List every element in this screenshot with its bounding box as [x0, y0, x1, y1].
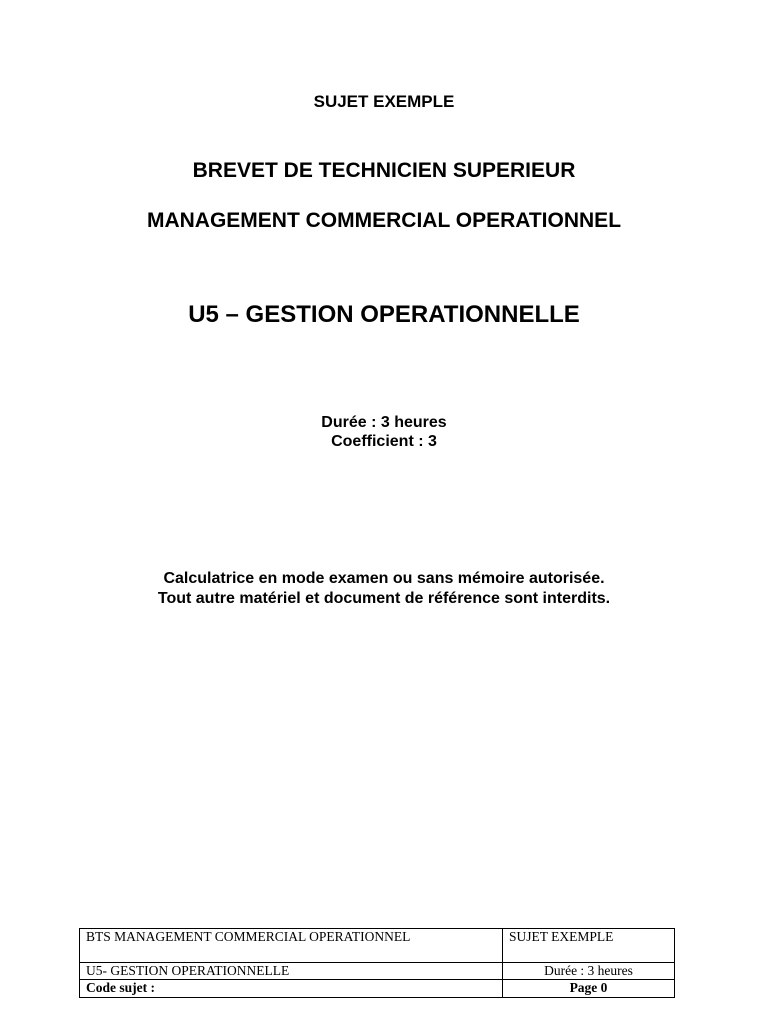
instruction-calculator: Calculatrice en mode examen ou sans mémoire autorisée. [163, 570, 605, 587]
exam-coefficient: Coefficient : 3 [331, 433, 437, 450]
subject-label: SUJET EXEMPLE [313, 92, 455, 111]
footer-code-cell: Code sujet : [80, 980, 503, 998]
footer-unit-cell: U5- GESTION OPERATIONNELLE [80, 963, 503, 980]
footer-duration-cell: Durée : 3 heures [503, 963, 675, 980]
footer-table [79, 928, 675, 998]
footer-row [80, 980, 675, 998]
diploma-title: BREVET DE TECHNICIEN SUPERIEUR [192, 159, 576, 182]
exam-duration: Durée : 3 heures [321, 414, 447, 431]
footer-program-cell: BTS MANAGEMENT COMMERCIAL OPERATIONNEL [80, 929, 503, 963]
footer-row [80, 963, 675, 980]
footer-row [80, 929, 675, 963]
instruction-materials: Tout autre matériel et document de référence sont interdits. [157, 590, 611, 607]
unit-title: U5 – GESTION OPERATIONNELLE [188, 301, 580, 328]
footer-subject-cell: SUJET EXEMPLE [503, 929, 675, 963]
footer-page-cell: Page 0 [503, 980, 675, 998]
program-title: MANAGEMENT COMMERCIAL OPERATIONNEL [146, 209, 622, 232]
